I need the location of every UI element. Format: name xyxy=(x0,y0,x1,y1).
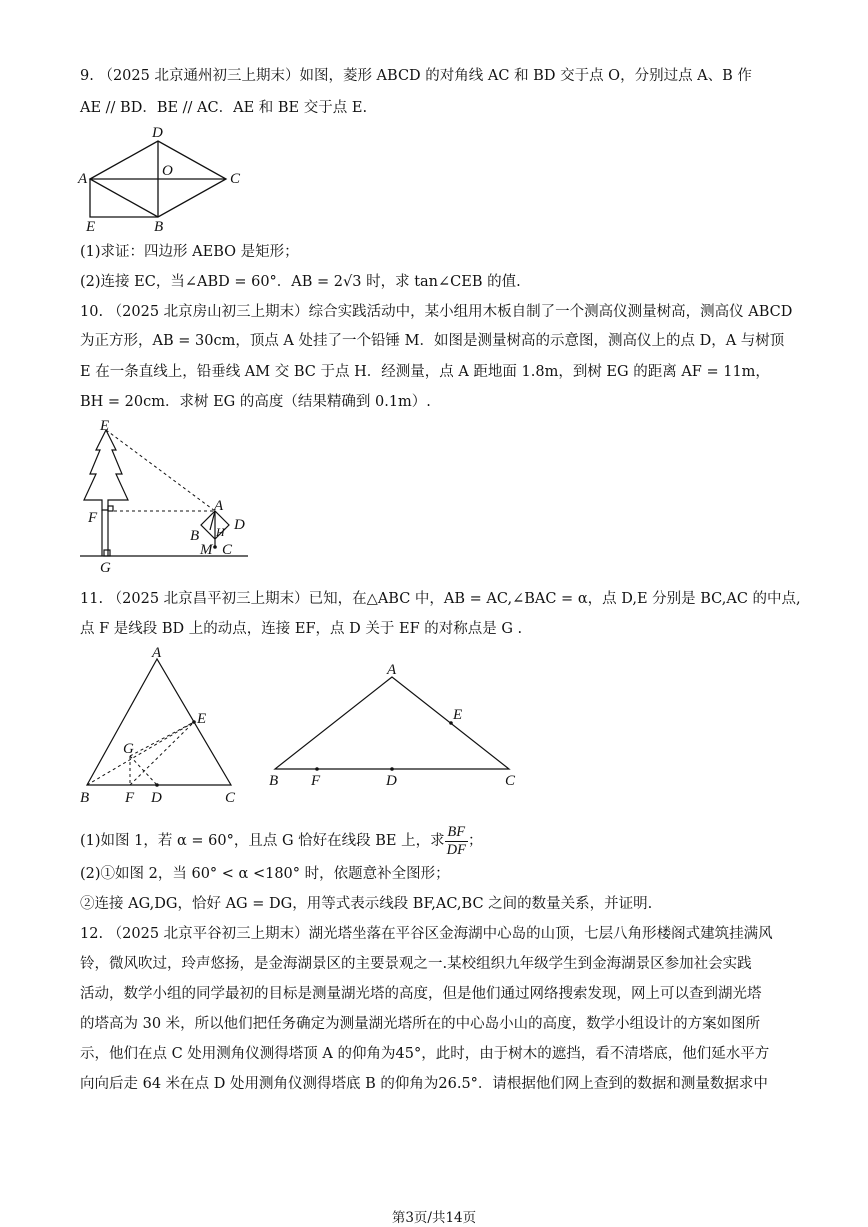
q9-part1: (1)求证：四边形 AEBO 是矩形； xyxy=(80,244,299,260)
q11-fig2-label-F: F xyxy=(311,773,321,789)
q11-figure-1 xyxy=(75,645,255,810)
q10-label-G: G xyxy=(100,560,111,576)
q9-part2: (2)连接 EC，当∠ABD = 60°．AB = 2√3 时，求 tan∠CEB 的值. xyxy=(80,274,521,290)
q10-label-C: C xyxy=(222,542,233,558)
q9-line2: AE // BD．BE // AC．AE 和 BE 交于点 E. xyxy=(80,100,368,116)
q11-part2b: ②连接 AG,DG，恰好 AG = DG，用等式表示线段 BF,AC,BC 之间的数量关系，并证明. xyxy=(80,896,653,912)
q12-line5: 示，他们在点 C 处用测角仪测得塔顶 A 的仰角为45°，此时，由于树木的遮挡，看不清塔底，他们延水平方 xyxy=(80,1046,770,1062)
q11-fraction-bf-df xyxy=(445,824,468,859)
q11-fig1-label-A: A xyxy=(152,645,162,661)
q10-line2: 为正方形，AB = 30cm，顶点 A 处挂了一个铅锤 M．如图是测量树高的示意图，测高仪上的点 D，A 与树顶 xyxy=(80,333,785,349)
q10-label-A: A xyxy=(214,498,224,514)
q11-fig1-label-G: G xyxy=(123,741,134,757)
q10-line4: BH = 20cm．求树 EG 的高度（结果精确到 0.1m）. xyxy=(80,394,431,410)
q11-part1-prefix: (1)如图 1，若 α = 60°，且点 G 恰好在线段 BE 上，求 xyxy=(80,833,445,849)
q10-label-E: E xyxy=(100,418,110,434)
q11-line2: 点 F 是线段 BD 上的动点，连接 EF，点 D 关于 EF 的对称点是 G . xyxy=(80,621,523,637)
q11-part1 xyxy=(80,822,482,860)
q11-fig2-label-C: C xyxy=(505,773,516,789)
q10-line3: E 在一条直线上，铅垂线 AM 交 BC 于点 H．经测量，点 A 距地面 1.8m，到树 EG 的距离 AF = 11m， xyxy=(80,364,770,380)
q9-label-D: D xyxy=(152,125,163,141)
q11-fig1-label-C: C xyxy=(225,790,236,806)
q11-fig2-label-B: B xyxy=(269,773,279,789)
q11-fig1-label-D: D xyxy=(151,790,162,806)
q11-figure-2 xyxy=(265,655,530,790)
q9-label-O: O xyxy=(162,163,173,179)
q11-part1-suffix: ； xyxy=(467,833,483,849)
q10-label-B: B xyxy=(190,528,200,544)
q12-line4: 的塔高为 30 米，所以他们把任务确定为测量湖光塔所在的中心岛小山的高度，数学小组设计的方案如图所 xyxy=(80,1016,761,1032)
q12-line6: 向向后走 64 米在点 D 处用测角仪测得塔底 B 的仰角为26.5°．请根据他们网上查到的数据和测量数据求中 xyxy=(80,1076,768,1092)
q12-line2: 铃，微风吹过，玲声悠扬，是金海湖景区的主要景观之一.某校组织九年级学生到金海湖景区参加社会实践 xyxy=(80,956,752,972)
q10-line1: 10. （2025 北京房山初三上期末）综合实践活动中，某小组用木板自制了一个测高仪测量树高，测高仪 ABCD xyxy=(80,304,793,320)
q12-line3: 活动，数学小组的同学最初的目标是测量湖光塔的高度，但是他们通过网络搜索发现，网上可以查到湖光塔 xyxy=(80,986,762,1002)
q11-line1: 11. （2025 北京昌平初三上期末）已知，在△ABC 中，AB = AC,∠BAC = α，点 D,E 分别是 BC,AC 的中点, xyxy=(80,591,801,607)
q9-label-A: A xyxy=(78,171,88,187)
q11-part2a: (2)①如图 2，当 60° < α <180° 时，依题意补全图形； xyxy=(80,866,450,882)
q11-fig1-label-B: B xyxy=(80,790,90,806)
q11-fraction-denominator: DF xyxy=(446,841,466,858)
q9-line1: 9. （2025 北京通州初三上期末）如图，菱形 ABCD 的对角线 AC 和 BD 交于点 O，分别过点 A、B 作 xyxy=(80,68,752,84)
q10-label-D: D xyxy=(234,517,245,533)
q9-label-C: C xyxy=(230,171,241,187)
q9-rhombus-figure xyxy=(70,122,250,237)
q12-line1: 12. （2025 北京平谷初三上期末）湖光塔坐落在平谷区金海湖中心岛的山顶，七层八角形楼阁式建筑挂满风 xyxy=(80,926,773,942)
q11-fig2-label-E: E xyxy=(453,707,463,723)
page-footer: 第3页/共14页 xyxy=(391,1210,477,1226)
q10-label-M: M xyxy=(200,542,213,558)
q11-fig2-label-A: A xyxy=(387,662,397,678)
q10-label-F: F xyxy=(88,510,98,526)
q9-label-E: E xyxy=(86,219,96,235)
q11-fraction-numerator: BF xyxy=(445,824,468,842)
q10-label-H: H xyxy=(216,525,225,539)
q11-fig1-label-E: E xyxy=(197,711,207,727)
q11-fig2-label-D: D xyxy=(386,773,397,789)
q10-tree-figure xyxy=(70,418,260,578)
q9-label-B: B xyxy=(154,219,164,235)
q11-fig1-label-F: F xyxy=(125,790,135,806)
